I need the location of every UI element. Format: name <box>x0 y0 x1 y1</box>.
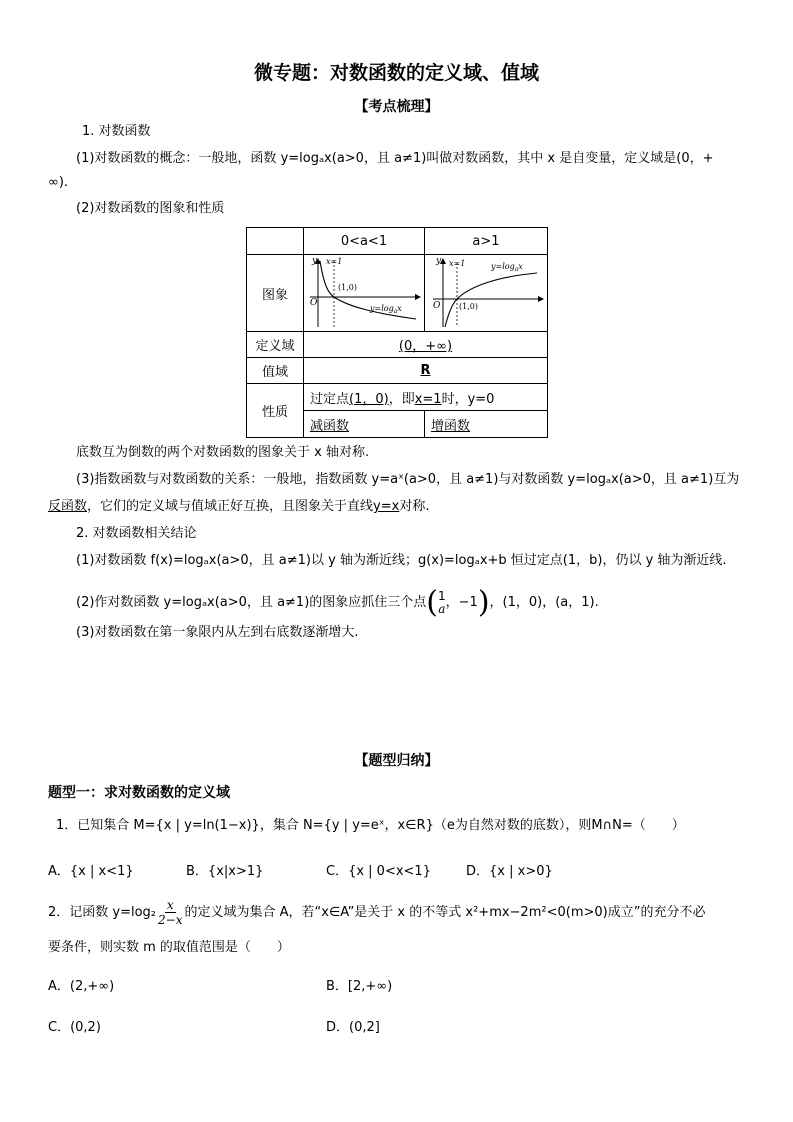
question-2-text-a: 2．记函数 y=log₂ <box>48 904 157 920</box>
table-corner-cell <box>247 228 304 255</box>
question-2-option-d[interactable]: D．(0,2] <box>326 1020 380 1035</box>
inverse-function-text: 反函数 <box>48 499 88 514</box>
conclusion-2 <box>76 585 599 620</box>
definition-text-a: (1)对数函数的概念：一般地，函数 <box>76 151 281 166</box>
question-1-option-c[interactable]: C．{x | 0<x<1} <box>326 864 431 879</box>
subsection-heading-conclusions: 2. 对数函数相关结论 <box>76 526 197 541</box>
table-header-a-gt-1: a>1 <box>425 228 548 255</box>
conclusion-1: (1)对数函数 f(x)=logₐx(a>0，且 a≠1)以 y 轴为渐近线；g(x)=logₐx+b 恒过定点(1，b)，仍以 y 轴为渐近线. <box>76 553 727 568</box>
right-paren: ) <box>477 585 490 620</box>
row-label-properties: 性质 <box>247 384 304 438</box>
exp-log-relation-line1: (3)指数函数与对数函数的关系：一般地，指数函数 y=aˣ(a>0，且 a≠1)与对数函数 y=logₐx(a>0，且 a≠1)互为 <box>76 472 740 487</box>
fraction-denominator: a <box>438 602 446 616</box>
increasing-log-graph <box>425 255 547 331</box>
question-1-option-a[interactable]: A．{x | x<1} <box>48 864 134 879</box>
subsection-heading-log-function: 1. 对数函数 <box>82 124 151 139</box>
definition-line-2: ∞). <box>48 175 69 190</box>
properties-table <box>246 227 548 438</box>
point-1-0-label: (1,0) <box>338 283 357 292</box>
conclusion-2-text-a: (2)作对数函数 y=logₐx(a>0，且 a≠1)的图象应抓住三个点 <box>76 595 427 610</box>
question-2-fraction <box>158 898 182 927</box>
conclusion-2-neg-one: ，−1 <box>445 595 478 610</box>
conclusion-3: (3)对数函数在第一象限内从左到右底数逐渐增大. <box>76 625 359 640</box>
relation-text-c: 对称. <box>399 499 430 514</box>
problem-type-1-heading: 题型一：求对数函数的定义域 <box>48 785 230 801</box>
question-2-stem <box>48 898 705 927</box>
graph-cell-decreasing <box>304 255 425 332</box>
question-2-text-b: 的定义域为集合 A，若“x∈A”是关于 x 的不等式 x²+mx−2m²<0(m>0)成立”的充分不必 <box>184 904 706 920</box>
row-label-range: 值域 <box>247 358 304 384</box>
line-x-eq-1-label: x=1 <box>326 257 343 266</box>
decreasing-text: 减函数 <box>310 418 350 434</box>
fixed-point-x: x=1 <box>414 391 442 407</box>
line-y-eq-x: y=x <box>373 499 400 514</box>
line-x-eq-1-label: x=1 <box>449 259 466 268</box>
fraction-1-over-a <box>438 590 446 616</box>
fraction-numerator: 1 <box>438 589 446 603</box>
section-heading-problem-types: 【题型归纳】 <box>354 753 439 769</box>
increasing-text: 增函数 <box>431 418 471 434</box>
question-1-option-d[interactable]: D．{x | x>0} <box>466 864 553 879</box>
row-label-graph: 图象 <box>247 255 304 332</box>
origin-label: O <box>433 301 441 311</box>
fixed-point-text-c: 时，y=0 <box>441 391 495 407</box>
definition-formula: y=logₐx(a>0，且 a≠1) <box>280 151 427 166</box>
fixed-point-coords: (1，0) <box>349 391 389 407</box>
question-2-option-c[interactable]: C．(0,2) <box>48 1020 101 1035</box>
question-2-option-b[interactable]: B．[2,+∞) <box>326 979 393 994</box>
y-axis-label: y <box>436 256 442 266</box>
decreasing-log-graph <box>304 255 424 331</box>
question-2-fraction-numerator: x <box>166 898 174 912</box>
page-title: 微专题：对数函数的定义域、值域 <box>253 62 539 84</box>
domain-value-text: (0，+∞) <box>398 339 453 354</box>
left-paren: ( <box>426 585 438 620</box>
range-value <box>304 358 548 384</box>
question-2-fraction-denominator: 2−x <box>158 913 183 927</box>
table-header-0-a-1: 0<a<1 <box>304 228 425 255</box>
y-axis-label: y <box>312 256 318 266</box>
exp-log-relation-line2 <box>48 498 429 516</box>
range-value-text: R <box>420 363 431 378</box>
question-2-stem-line2: 要条件，则实数 m 的取值范围是（ ） <box>48 940 290 955</box>
fixed-point-property <box>304 384 548 411</box>
function-label: $y=\log_ax$ <box>370 304 402 315</box>
definition-line <box>76 150 714 168</box>
monotonic-increasing <box>425 411 548 438</box>
graph-properties-heading: (2)对数函数的图象和性质 <box>76 201 225 216</box>
section-heading-key-points: 【考点梳理】 <box>354 99 439 115</box>
point-1-0-label: (1,0) <box>459 302 478 311</box>
function-label: $y=\log_ax$ <box>491 262 523 273</box>
fixed-point-text-a: 过定点 <box>310 391 350 407</box>
relation-text-b: ，它们的定义域与值域正好互换，且图象关于直线 <box>87 499 374 514</box>
question-1-option-b[interactable]: B．{x|x>1} <box>186 864 264 879</box>
domain-value <box>304 332 548 358</box>
row-label-domain: 定义域 <box>247 332 304 358</box>
reciprocal-base-note: 底数互为倒数的两个对数函数的图象关于 x 轴对称. <box>76 445 370 460</box>
question-2-option-a[interactable]: A．(2,+∞) <box>48 979 115 994</box>
graph-cell-increasing <box>425 255 548 332</box>
conclusion-2-text-b: ，(1，0)，(a，1). <box>489 595 599 610</box>
origin-label: O <box>310 298 318 308</box>
monotonic-decreasing <box>304 411 425 438</box>
definition-text-b: 叫做对数函数，其中 x 是自变量，定义域是(0，+ <box>426 151 714 166</box>
question-1-stem: 1．已知集合 M={x | y=ln(1−x)}，集合 N={y | y=eˣ，x∈R}（e为自然对数的底数），则M∩N=（ ） <box>56 818 685 833</box>
fixed-point-text-b: ，即 <box>388 391 415 407</box>
